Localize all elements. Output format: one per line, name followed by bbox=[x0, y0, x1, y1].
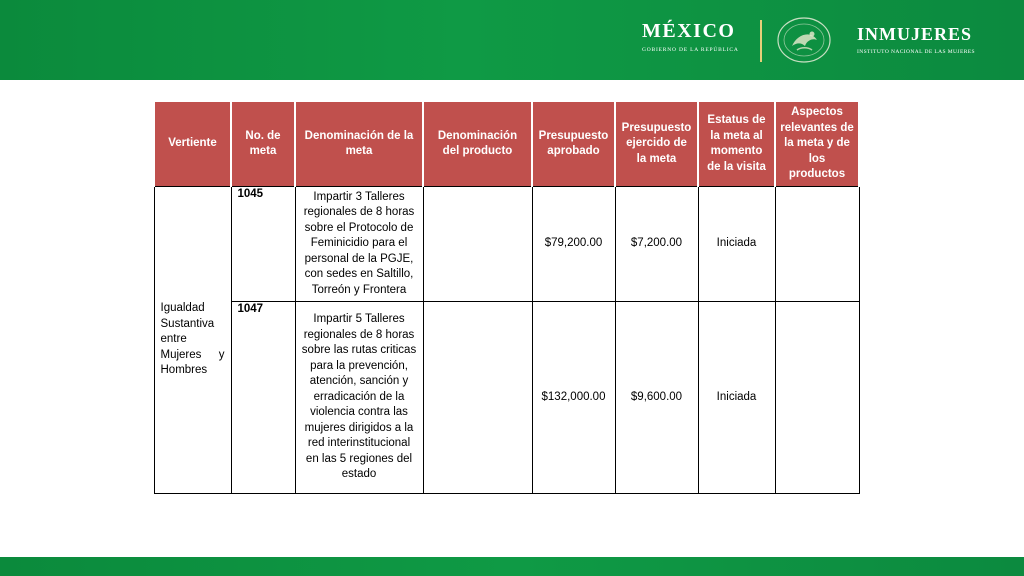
mexico-logo-subtitle: GOBIERNO DE LA REPÚBLICA bbox=[642, 47, 739, 53]
national-seal-icon bbox=[775, 16, 833, 64]
approved-budget-cell: $132,000.00 bbox=[532, 302, 615, 494]
meta-description-cell: Impartir 3 Talleres regionales de 8 horas sobre el Protocolo de Feminicidio para el personal de la PGJE, con sedes en Saltillo, Torreón y Frontera bbox=[295, 187, 423, 302]
mexico-logo bbox=[642, 20, 739, 53]
column-header-vertiente: Vertiente bbox=[154, 102, 231, 187]
metas-table bbox=[153, 102, 860, 494]
aspects-cell bbox=[775, 302, 859, 494]
spent-budget-cell: $9,600.00 bbox=[615, 302, 698, 494]
column-header-estatus: Estatus de la meta al momento de la visita bbox=[698, 102, 775, 187]
table-row bbox=[154, 187, 859, 302]
inmujeres-logo-subtitle: INSTITUTO NACIONAL DE LAS MUJERES bbox=[857, 49, 976, 55]
meta-number-cell: 1047 bbox=[231, 302, 295, 494]
spent-budget-cell: $7,200.00 bbox=[615, 187, 698, 302]
column-header-aspectos: Aspectos relevantes de la meta y de los productos bbox=[775, 102, 859, 187]
inmujeres-logo-title: INMUJERES bbox=[857, 24, 973, 44]
column-header-denominacion-meta: Denominación de la meta bbox=[295, 102, 423, 187]
table-row bbox=[154, 302, 859, 494]
meta-description-cell: Impartir 5 Talleres regionales de 8 horas sobre las rutas criticas para la prevención, atención, sanción y erradicación de la violencia contra las mujeres dirigidos a la red interinstitucional en las 5 regiones del estado bbox=[295, 302, 423, 494]
column-header-no-meta: No. de meta bbox=[231, 102, 295, 187]
inmujeres-logo bbox=[857, 24, 975, 55]
table-header-row bbox=[154, 102, 859, 187]
column-header-presupuesto-ejercido: Presupuesto ejercido de la meta bbox=[615, 102, 698, 187]
approved-budget-cell: $79,200.00 bbox=[532, 187, 615, 302]
product-cell bbox=[423, 187, 532, 302]
status-cell: Iniciada bbox=[698, 187, 775, 302]
status-cell: Iniciada bbox=[698, 302, 775, 494]
mexico-logo-title: MÉXICO bbox=[642, 20, 736, 42]
logo-divider bbox=[760, 20, 762, 62]
footer-bar bbox=[0, 557, 1024, 576]
vertiente-cell: Igualdad Sustantiva entre Mujeres y Hombres bbox=[154, 187, 231, 494]
product-cell bbox=[423, 302, 532, 494]
column-header-presupuesto-aprobado: Presupuesto aprobado bbox=[532, 102, 615, 187]
column-header-denominacion-producto: Denominación del producto bbox=[423, 102, 532, 187]
aspects-cell bbox=[775, 187, 859, 302]
meta-number-cell: 1045 bbox=[231, 187, 295, 302]
